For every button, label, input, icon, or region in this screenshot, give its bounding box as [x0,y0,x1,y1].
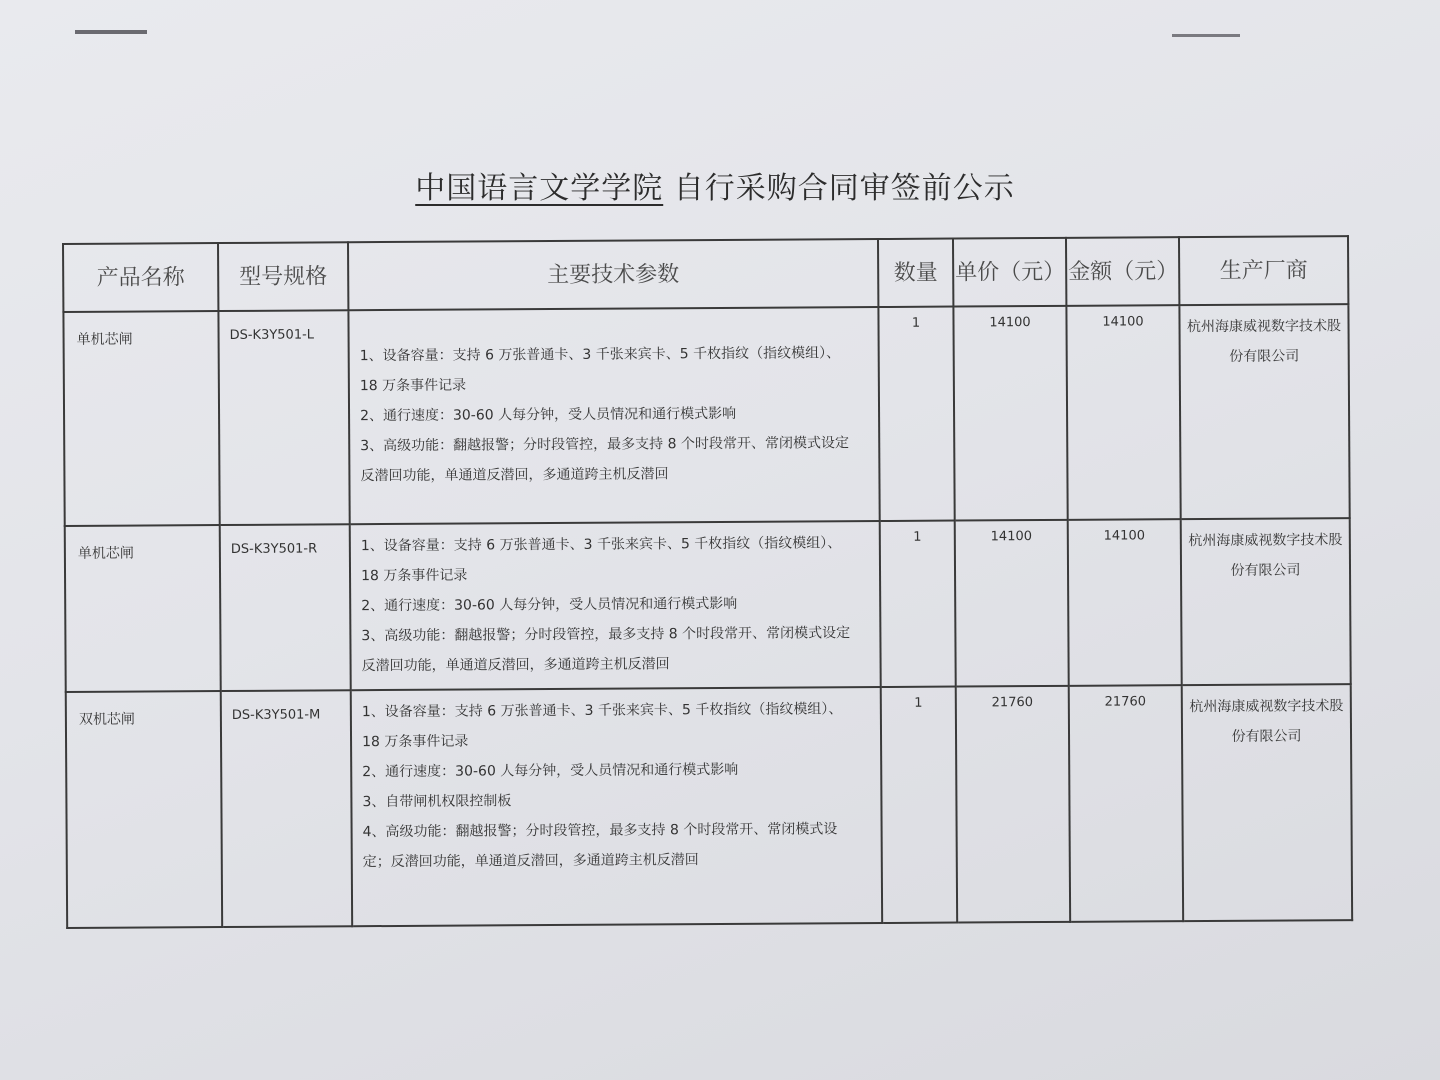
param-line: 2、通行速度：30-60 人每分钟，受人员情况和通行模式影响 [360,405,737,425]
cell-params [348,307,879,524]
cell-model: DS-K3Y501-M [221,690,352,927]
cell-params [350,521,881,690]
cell-qty: 1 [878,307,954,521]
param-line: 18 万条事件记录 [359,377,467,395]
cell-name: 单机芯闸 [65,525,221,692]
header-maker: 生产厂商 [1179,236,1348,305]
param-line: 3、高级功能：翻越报警；分时段管控，最多支持 8 个时段常开、常闭模式设定 [361,625,851,645]
cell-qty: 1 [881,687,957,923]
header-params: 主要技术参数 [348,239,878,310]
param-line: 1、设备容量：支持 6 万张普通卡、3 千张来宾卡、5 千枚指纹（指纹模组）、 [360,535,842,555]
cell-name: 双机芯闸 [66,691,222,928]
scan-mark-left [75,30,147,34]
header-name: 产品名称 [63,243,218,312]
cell-amount: 21760 [1069,685,1183,922]
param-line: 3、高级功能：翻越报警；分时段管控，最多支持 8 个时段常开、常闭模式设定 [360,435,850,455]
param-line: 反潜回功能，单通道反潜回，多通道跨主机反潜回 [361,656,670,675]
table-row [66,684,1352,928]
cell-params [351,687,882,926]
header-model: 型号规格 [218,242,348,311]
procurement-table [62,235,1353,929]
title-org: 中国语言文学学院 [415,171,664,206]
cell-model: DS-K3Y501-L [218,310,349,525]
cell-maker: 杭州海康威视数字技术股份有限公司 [1179,304,1349,519]
cell-amount: 14100 [1066,305,1180,520]
cell-name: 单机芯闸 [63,311,219,526]
param-line: 定；反潜回功能，单通道反潜回，多通道跨主机反潜回 [362,852,699,871]
cell-unit-price: 21760 [956,686,1070,923]
param-line: 18 万条事件记录 [360,567,468,585]
param-line: 1、设备容量：支持 6 万张普通卡、3 千张来宾卡、5 千枚指纹（指纹模组）、 [359,345,841,365]
cell-unit-price: 14100 [955,520,1069,687]
cell-qty: 1 [880,521,956,687]
param-line: 2、通行速度：30-60 人每分钟，受人员情况和通行模式影响 [362,761,739,781]
param-line: 反潜回功能，单通道反潜回，多通道跨主机反潜回 [360,466,669,485]
cell-maker: 杭州海康威视数字技术股份有限公司 [1181,518,1351,685]
table-header-row [63,236,1348,312]
scan-mark-right [1172,34,1240,37]
header-qty: 数量 [878,239,953,307]
table-row [65,518,1351,692]
procurement-table-wrapper [62,235,1353,929]
title-rest: 自行采购合同审签前公示 [673,171,1015,206]
param-line: 2、通行速度：30-60 人每分钟，受人员情况和通行模式影响 [361,595,738,615]
param-line: 3、自带闸机权限控制板 [362,793,512,811]
cell-unit-price: 14100 [953,306,1067,521]
cell-amount: 14100 [1068,519,1182,686]
cell-model: DS-K3Y501-R [220,524,351,691]
header-amount: 金额（元） [1066,237,1179,306]
param-line: 4、高级功能：翻越报警；分时段管控，最多支持 8 个时段常开、常闭模式设 [362,821,838,841]
param-line: 1、设备容量：支持 6 万张普通卡、3 千张来宾卡、5 千枚指纹（指纹模组）、 [361,701,843,721]
header-unit-price: 单价（元） [953,238,1066,307]
param-line: 18 万条事件记录 [362,733,469,751]
cell-maker: 杭州海康威视数字技术股份有限公司 [1182,684,1352,921]
table-row [63,304,1349,526]
document-title [0,163,1430,207]
